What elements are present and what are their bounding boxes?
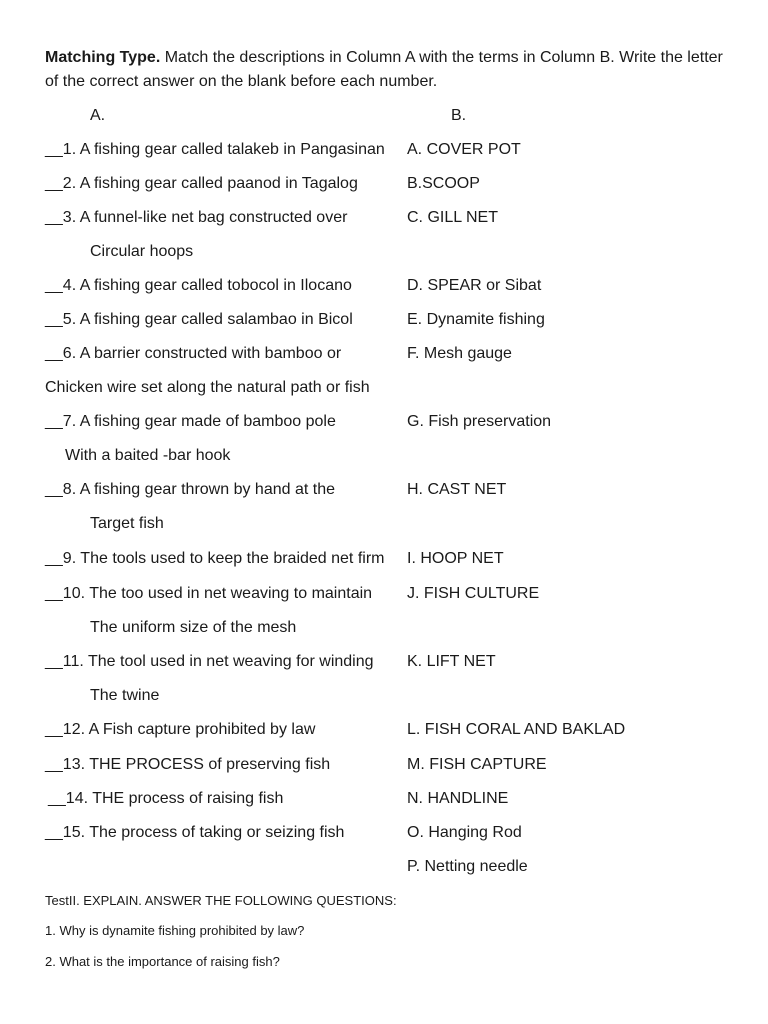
- choice-i: I. HOOP NET: [407, 550, 504, 567]
- choice-m: M. FISH CAPTURE: [407, 756, 547, 773]
- item-13: __13. THE PROCESS of preserving fish: [45, 756, 331, 773]
- item-9: __9. The tools used to keep the braided net firm: [45, 550, 385, 567]
- test2-heading: TestII. EXPLAIN. ANSWER THE FOLLOWING QUESTIONS:: [45, 893, 397, 908]
- choice-p: P. Netting needle: [407, 858, 528, 875]
- choice-g: G. Fish preservation: [407, 413, 552, 430]
- instructions-text: Match the descriptions in Column A with the terms in Column B. Write the letter of the correct answer on the blank before each number.: [45, 49, 723, 90]
- item-10: __10. The too used in net weaving to maintain: [45, 585, 373, 602]
- choice-n: N. HANDLINE: [407, 790, 509, 807]
- test2-question-2: 2. What is the importance of raising fish?: [45, 954, 280, 969]
- item-3: __3. A funnel-like net bag constructed over: [45, 209, 348, 226]
- choice-l: L. FISH CORAL AND BAKLAD: [407, 721, 626, 738]
- item-15: __15. The process of taking or seizing fish: [45, 824, 345, 841]
- item-12: __12. A Fish capture prohibited by law: [45, 721, 316, 738]
- item-2: __2. A fishing gear called paanod in Tagalog: [45, 175, 358, 192]
- item-8: __8. A fishing gear thrown by hand at the: [45, 481, 335, 498]
- item-6: __6. A barrier constructed with bamboo or: [45, 345, 342, 362]
- column-a-heading: A.: [90, 107, 106, 124]
- choice-d: D. SPEAR or Sibat: [407, 277, 542, 294]
- item-10-continued: The uniform size of the mesh: [90, 619, 297, 636]
- item-11-continued: The twine: [90, 687, 160, 704]
- choice-e: E. Dynamite fishing: [407, 311, 545, 328]
- choice-a: A. COVER POT: [407, 141, 521, 158]
- choice-o: O. Hanging Rod: [407, 824, 522, 841]
- test2-question-1: 1. Why is dynamite fishing prohibited by law?: [45, 923, 305, 938]
- item-8-continued: Target fish: [90, 515, 164, 532]
- instructions-title: Matching Type.: [45, 49, 161, 66]
- item-5: __5. A fishing gear called salambao in Bicol: [45, 311, 353, 328]
- item-7-continued: With a baited -bar hook: [65, 447, 231, 464]
- item-11: __11. The tool used in net weaving for winding: [45, 653, 374, 670]
- choice-k: K. LIFT NET: [407, 653, 496, 670]
- choice-b: B.SCOOP: [407, 175, 480, 192]
- choice-h: H. CAST NET: [407, 481, 507, 498]
- item-1: __1. A fishing gear called talakeb in Pangasinan: [45, 141, 385, 158]
- choice-c: C. GILL NET: [407, 209, 498, 226]
- item-3-continued: Circular hoops: [90, 243, 194, 260]
- item-6-continued: Chicken wire set along the natural path or fish: [45, 379, 370, 396]
- choice-f: F. Mesh gauge: [407, 345, 512, 362]
- item-4: __4. A fishing gear called tobocol in Ilocano: [45, 277, 352, 294]
- item-7: __7. A fishing gear made of bamboo pole: [45, 413, 336, 430]
- instructions: [45, 46, 725, 94]
- column-b-heading: B.: [451, 107, 467, 124]
- item-14: __14. THE process of raising fish: [48, 790, 284, 807]
- choice-j: J. FISH CULTURE: [407, 585, 540, 602]
